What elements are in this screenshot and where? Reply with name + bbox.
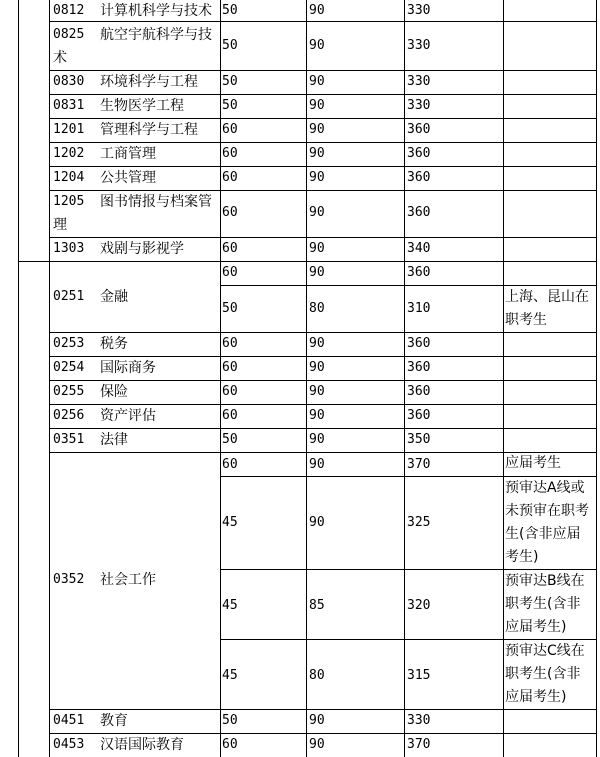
- major-name: 国际商务: [100, 360, 156, 376]
- score-single-a: 60: [222, 205, 238, 220]
- row-divider: [49, 166, 597, 167]
- score-total: 330: [407, 38, 431, 53]
- score-total: 360: [407, 170, 431, 185]
- score-total: 370: [407, 457, 431, 472]
- remark: 应届考生): [505, 689, 567, 705]
- major-name: 生物医学工程: [100, 98, 184, 114]
- score-single-b: 90: [309, 241, 325, 256]
- major-name: 戏剧与影视学: [100, 241, 184, 257]
- score-single-b: 90: [309, 737, 325, 752]
- major-code: 0254: [53, 360, 85, 375]
- score-single-b: 90: [309, 713, 325, 728]
- score-single-b: 90: [309, 122, 325, 137]
- score-single-b: 90: [309, 205, 325, 220]
- score-total: 360: [407, 360, 431, 375]
- major-name: 图书情报与档案管: [100, 194, 212, 210]
- major-code: 0451: [53, 713, 85, 728]
- remark: 预审达C线在: [505, 643, 585, 659]
- major-code: 0453: [53, 737, 85, 752]
- major-name: 保险: [100, 384, 128, 400]
- row-divider: [49, 404, 597, 405]
- score-total: 360: [407, 265, 431, 280]
- major-code: 0256: [53, 408, 85, 423]
- score-total: 360: [407, 146, 431, 161]
- score-single-a: 45: [222, 668, 238, 683]
- score-total: 360: [407, 205, 431, 220]
- major-name: 税务: [100, 336, 128, 352]
- score-single-a: 50: [222, 3, 238, 18]
- row-divider: [49, 94, 597, 95]
- table-column-divider: [306, 0, 307, 757]
- score-single-b: 90: [309, 515, 325, 530]
- score-single-a: 60: [222, 170, 238, 185]
- score-single-b: 90: [309, 98, 325, 113]
- major-name: 资产评估: [100, 408, 156, 424]
- remark: 职考生(含非: [505, 596, 581, 612]
- score-single-b: 90: [309, 336, 325, 351]
- score-total: 360: [407, 408, 431, 423]
- major-code: 0253: [53, 336, 85, 351]
- major-name: 计算机科学与技术: [100, 3, 212, 19]
- remark: 职考生: [505, 312, 547, 328]
- major-name: 环境科学与工程: [100, 74, 198, 90]
- score-total: 370: [407, 737, 431, 752]
- row-divider: [49, 190, 597, 191]
- score-single-a: 60: [222, 241, 238, 256]
- row-divider: [49, 70, 597, 71]
- major-code: 1201: [53, 122, 85, 137]
- score-single-a: 60: [222, 408, 238, 423]
- section-divider: [18, 261, 597, 262]
- score-total: 330: [407, 98, 431, 113]
- remark: 未预审在职考: [505, 503, 589, 519]
- remark: 应届考生): [505, 619, 567, 635]
- major-name: 金融: [100, 289, 128, 305]
- score-single-a: 50: [222, 301, 238, 316]
- score-single-b: 90: [309, 3, 325, 18]
- table-column-divider: [49, 0, 50, 757]
- major-name: 汉语国际教育: [100, 737, 184, 753]
- major-code: 0812: [53, 3, 85, 18]
- remark: 预审达B线在: [505, 573, 585, 589]
- score-single-a: 60: [222, 336, 238, 351]
- score-single-b: 90: [309, 146, 325, 161]
- major-name: 社会工作: [100, 572, 156, 588]
- row-divider: [49, 733, 597, 734]
- score-single-b: 90: [309, 170, 325, 185]
- score-single-a: 60: [222, 737, 238, 752]
- major-name: 教育: [100, 713, 128, 729]
- row-divider: [49, 428, 597, 429]
- row-divider: [49, 709, 597, 710]
- score-total: 360: [407, 122, 431, 137]
- major-code: 0825: [53, 27, 85, 42]
- row-divider: [49, 332, 597, 333]
- score-single-a: 50: [222, 713, 238, 728]
- major-code: 0251: [53, 289, 85, 304]
- score-single-b: 90: [309, 408, 325, 423]
- score-single-b: 90: [309, 360, 325, 375]
- score-single-b: 80: [309, 301, 325, 316]
- table-column-divider: [220, 0, 221, 757]
- score-total: 330: [407, 713, 431, 728]
- table-border-left: [18, 0, 19, 757]
- score-single-b: 80: [309, 668, 325, 683]
- score-single-b: 90: [309, 38, 325, 53]
- score-single-b: 85: [309, 598, 325, 613]
- score-single-b: 90: [309, 265, 325, 280]
- row-divider: [49, 356, 597, 357]
- score-single-a: 60: [222, 122, 238, 137]
- major-code: 0351: [53, 432, 85, 447]
- major-code: 1205: [53, 194, 85, 209]
- remark: 应届考生: [505, 455, 561, 471]
- score-single-a: 60: [222, 360, 238, 375]
- major-name: 工商管理: [100, 146, 156, 162]
- score-total: 315: [407, 668, 431, 683]
- score-total: 325: [407, 515, 431, 530]
- major-code: 0255: [53, 384, 85, 399]
- major-name: 术: [53, 50, 67, 66]
- score-total: 320: [407, 598, 431, 613]
- score-single-a: 60: [222, 457, 238, 472]
- score-single-a: 50: [222, 432, 238, 447]
- remark: 生(含非应届: [505, 526, 581, 542]
- table-border-right: [596, 0, 597, 757]
- major-name: 理: [53, 217, 67, 233]
- major-code: 0830: [53, 74, 85, 89]
- score-single-b: 90: [309, 432, 325, 447]
- major-code: 1202: [53, 146, 85, 161]
- score-total: 360: [407, 336, 431, 351]
- score-single-a: 60: [222, 146, 238, 161]
- table-column-divider: [503, 0, 504, 757]
- score-single-b: 90: [309, 457, 325, 472]
- score-single-b: 90: [309, 384, 325, 399]
- score-single-a: 45: [222, 515, 238, 530]
- score-total: 350: [407, 432, 431, 447]
- score-single-a: 50: [222, 98, 238, 113]
- row-divider: [49, 380, 597, 381]
- score-total: 310: [407, 301, 431, 316]
- row-divider: [49, 142, 597, 143]
- score-total: 360: [407, 384, 431, 399]
- major-code: 0352: [53, 572, 85, 587]
- remark: 上海、昆山在: [505, 289, 589, 305]
- major-name: 法律: [100, 432, 128, 448]
- score-single-a: 60: [222, 265, 238, 280]
- score-single-a: 50: [222, 38, 238, 53]
- score-total: 330: [407, 3, 431, 18]
- score-total: 330: [407, 74, 431, 89]
- score-single-b: 90: [309, 74, 325, 89]
- row-divider: [49, 118, 597, 119]
- major-name: 公共管理: [100, 170, 156, 186]
- row-divider: [49, 21, 597, 22]
- remark: 考生): [505, 549, 539, 565]
- remark: 预审达A线或: [505, 480, 585, 496]
- major-code: 0831: [53, 98, 85, 113]
- major-name: 航空宇航科学与技: [100, 27, 212, 43]
- row-divider: [49, 237, 597, 238]
- score-single-a: 60: [222, 384, 238, 399]
- major-code: 1204: [53, 170, 85, 185]
- score-single-a: 45: [222, 598, 238, 613]
- remark: 职考生(含非: [505, 666, 581, 682]
- score-single-a: 50: [222, 74, 238, 89]
- major-code: 1303: [53, 241, 85, 256]
- score-total: 340: [407, 241, 431, 256]
- table-column-divider: [404, 0, 405, 757]
- major-name: 管理科学与工程: [100, 122, 198, 138]
